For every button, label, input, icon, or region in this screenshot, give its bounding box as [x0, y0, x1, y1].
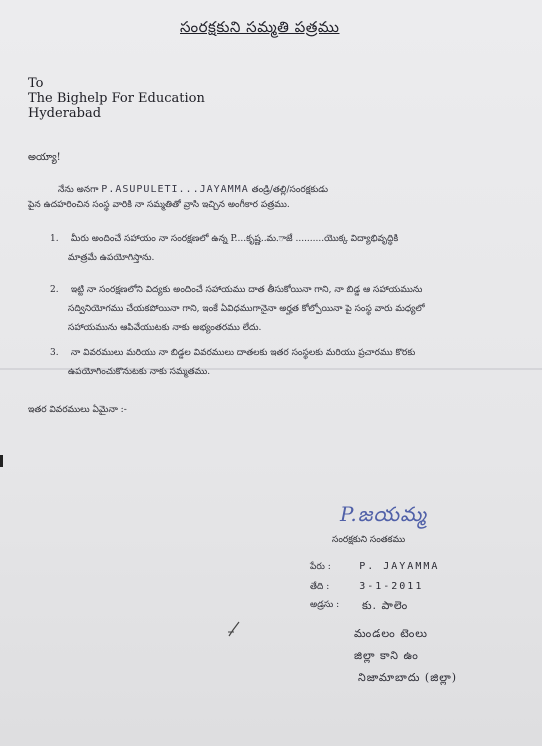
item-text: ..........యొక్క విద్యాభివృద్ధికి [295, 234, 399, 244]
consent-item-1 [50, 230, 510, 268]
intro-prefix: నేను అనగా [58, 185, 99, 195]
address-line-4: నిజామాబాదు (జిల్లా) [358, 671, 458, 684]
consent-item-3 [50, 344, 510, 382]
address-line-3: జిల్లా కాని ఉం [354, 649, 419, 662]
intro-line-2: పైన ఉదహరించిన సంస్థ వారికి నా సమ్మతితో వ్రాసి ఇచ్చిన అంగీకార పత్రము. [28, 200, 290, 210]
address-line-1: కు. పాలెం [362, 599, 409, 612]
item-number: 2. [50, 285, 59, 295]
signature-label: సంరక్షకుని సంతకము [332, 535, 406, 545]
recipient-org: The Bighelp For Education [28, 91, 205, 106]
item-number: 1. [50, 234, 59, 244]
item-text: ఉపయోగించుకొనుటకు నాకు సమ్మతము. [68, 367, 211, 377]
item-number: 3. [50, 348, 59, 358]
recipient-city: Hyderabad [28, 106, 102, 121]
document-title: సంరక్షకుని సమ్మతి పత్రము [180, 18, 340, 36]
recipient-block [28, 76, 205, 121]
recipient-to: To [28, 76, 44, 91]
item-text: సహాయమును ఆపివేయుటకు నాకు అభ్యంతరము లేదు. [68, 323, 262, 333]
other-details-label: ఇతర వివరములు ఏమైనా :- [28, 405, 127, 415]
address-label: అడ్రసు : [310, 600, 340, 610]
date-row [310, 581, 423, 594]
date-value: 3-1-2011 [359, 581, 424, 592]
child-name-fill: P....కృష్ణ..మ.ాజే [230, 234, 293, 244]
date-label: తేది : [310, 582, 330, 592]
pen-mark-icon [227, 620, 241, 638]
name-row [310, 561, 439, 574]
item-text: ఇట్టి నా సంరక్షణలోని విద్యకు అందించే సహాయము దాత తీసుకోయినా గాని, నా బిడ్డ ఆ సహాయమును [70, 285, 423, 295]
consent-item-2 [50, 281, 510, 338]
name-value: P. JAYAMMA [359, 561, 440, 572]
item-text: సద్వినియోగము చేయకపోయినా గాని, ఇంకే ఏవిధముగానైనా అర్హత కోల్పోయినా పై సంస్థ వారు మధ్యలో [68, 304, 425, 314]
address-row [310, 599, 356, 612]
edge-mark [0, 455, 3, 467]
item-text: నా వివరములు మరియు నా బిడ్డల వివరములు దాతలకు ఇతర సంస్థలకు మరియు ప్రచారము కొరకు [70, 348, 416, 358]
name-label: పేరు : [310, 562, 331, 572]
guardian-signature: P.జయమ్మ [340, 502, 427, 526]
salutation: అయ్యా! [28, 152, 61, 163]
item-text: మీరు అందించే సహాయం నా సంరక్షణలో ఉన్న [70, 234, 228, 244]
address-line-2: మండలం టెంలు [354, 627, 428, 640]
intro-suffix: తండ్రి/తల్లి/సంరక్షకుడు [251, 185, 329, 195]
guardian-name-fill: P.ASUPULETI...JAYAMMA [101, 184, 249, 195]
item-text: మాత్రమే ఉపయోగిస్తాను. [68, 253, 155, 263]
